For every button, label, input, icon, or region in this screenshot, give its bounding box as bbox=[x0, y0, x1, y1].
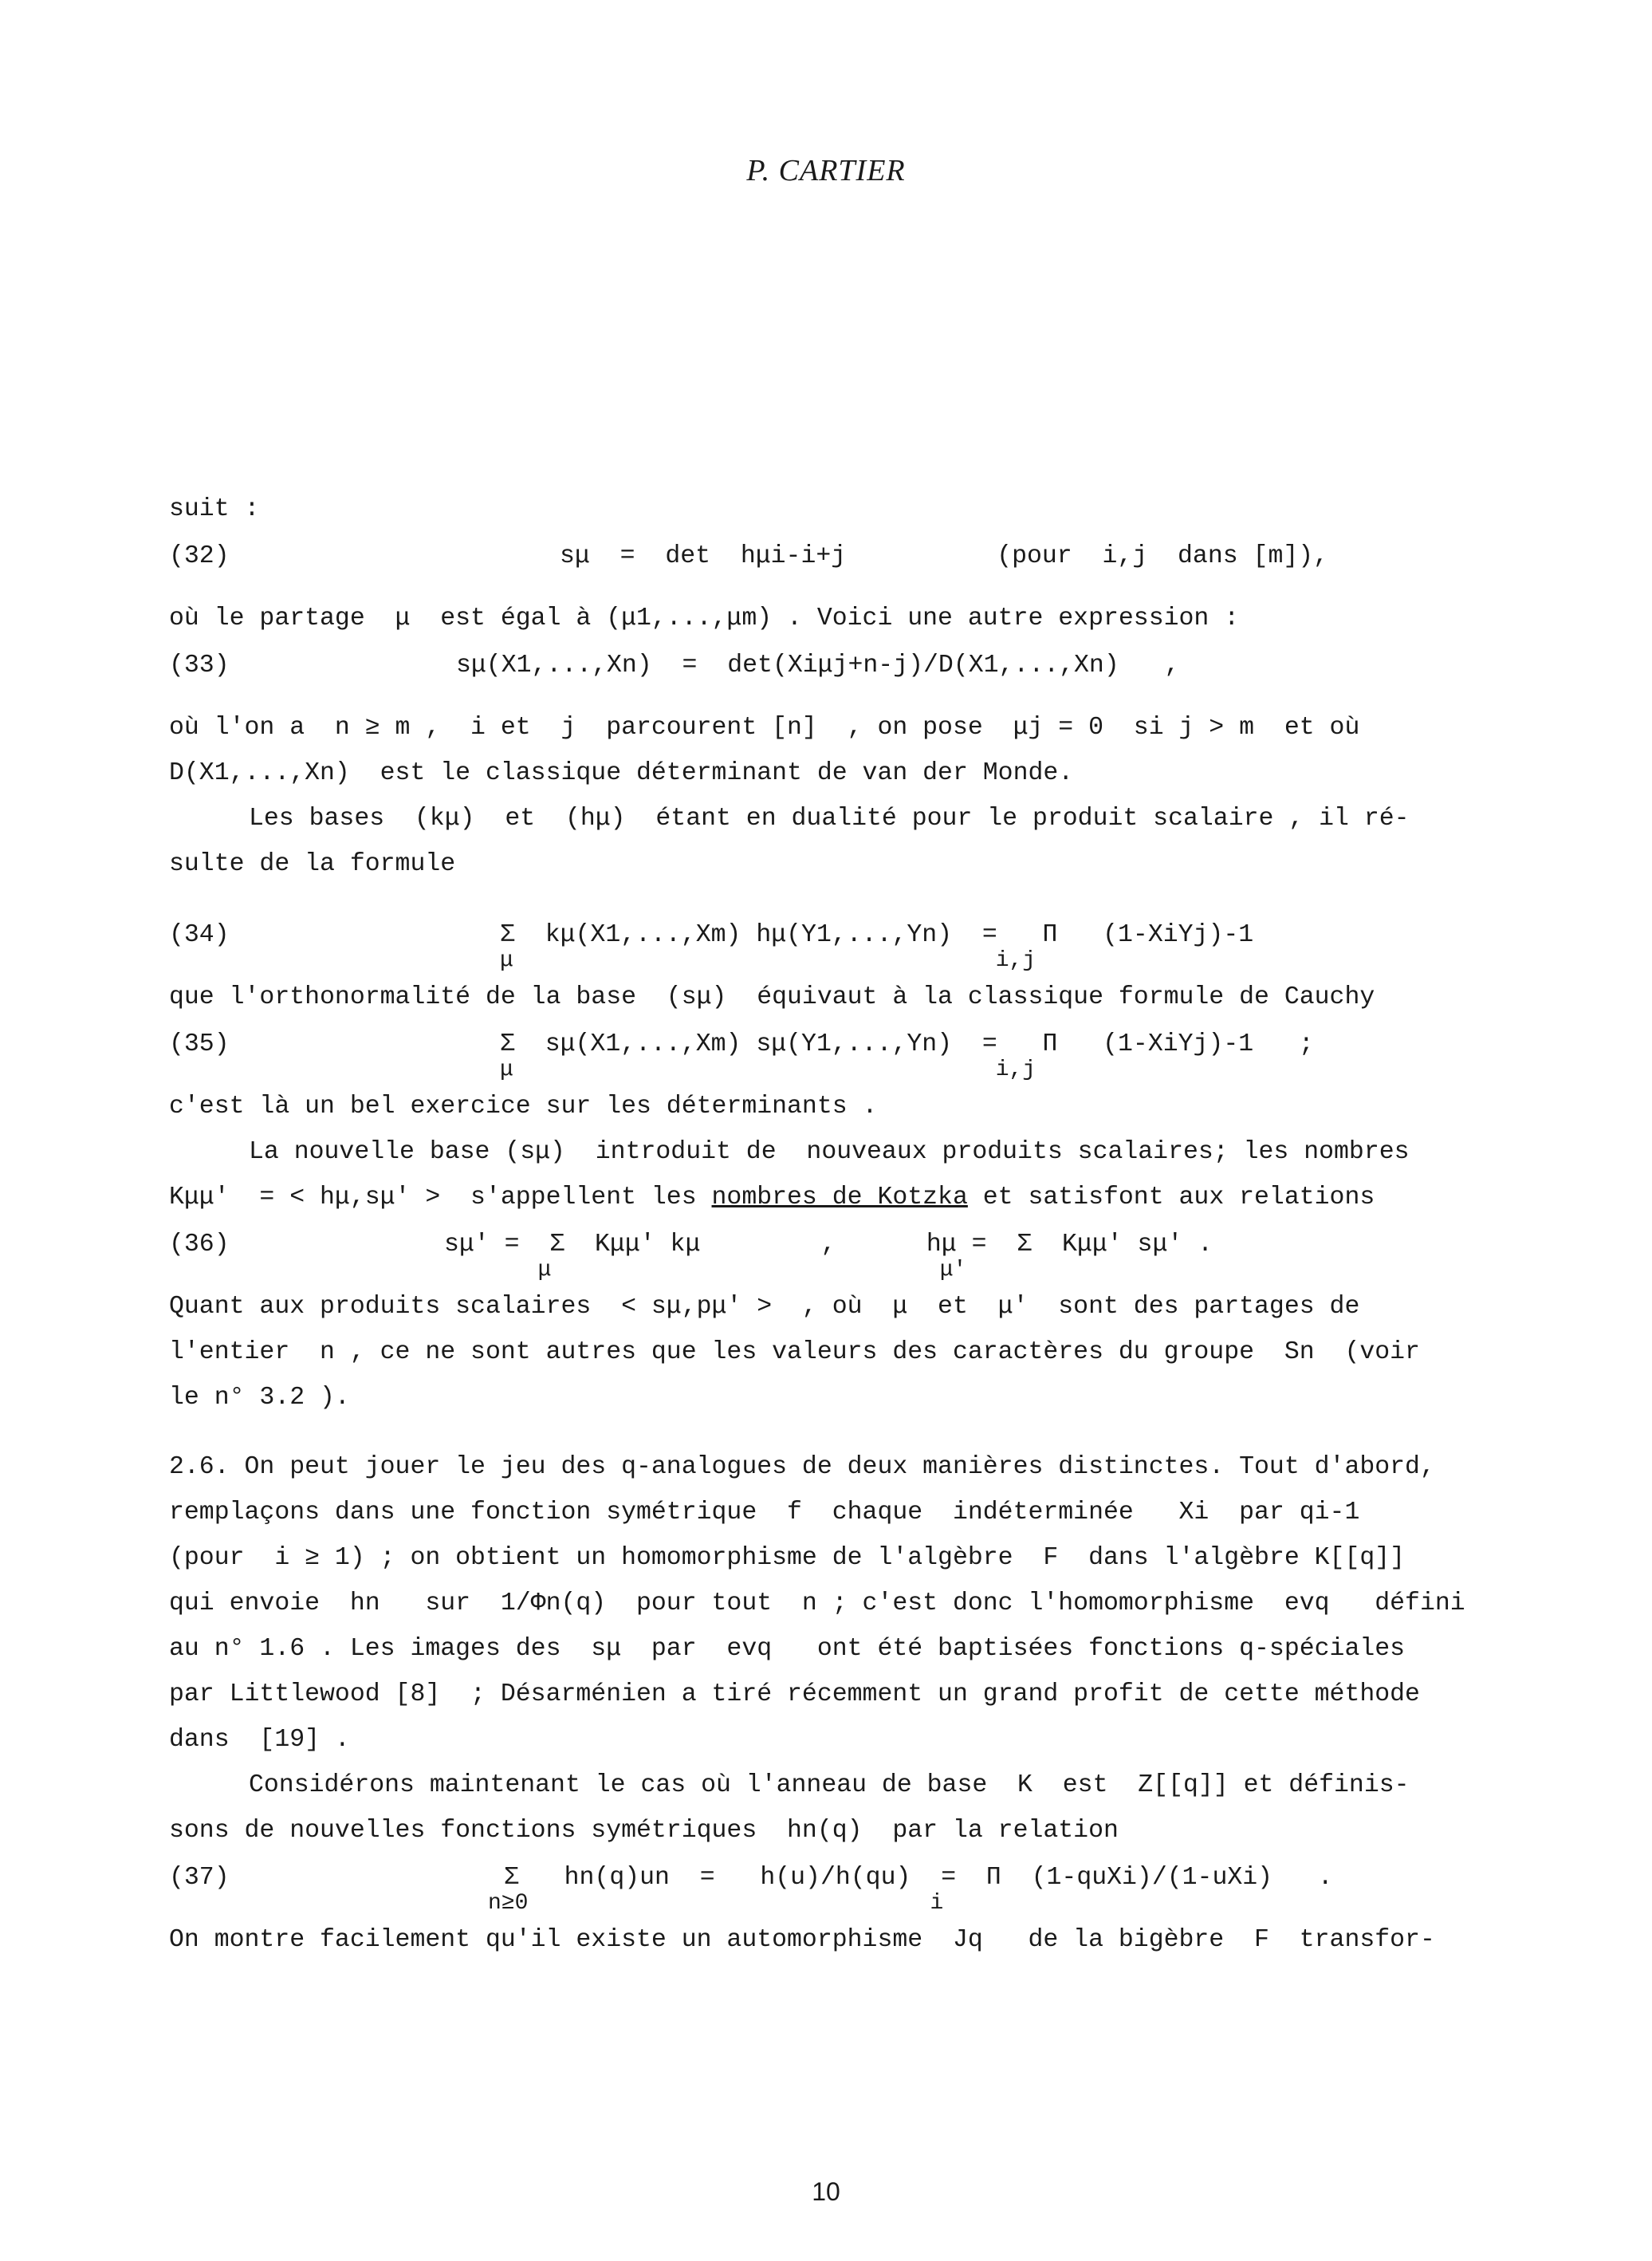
text-line: sulte de la formule bbox=[169, 850, 456, 878]
text-line: La nouvelle base (sμ) introduit de nouveaux produits scalaires; les nombres bbox=[249, 1138, 1410, 1166]
text-line: sons de nouvelles fonctions symétriques hn(q) par la relation bbox=[169, 1817, 1119, 1845]
equation-expression: sμ(X1,...,Xn) = det(Xiμj+n-j)/D(X1,...,Xn) , bbox=[456, 652, 1180, 679]
text-line: où le partage μ est égal à (μ1,...,μm) . Voici une autre expression : bbox=[169, 605, 1240, 632]
equation-expression: Σ hn(q)un = h(u)/h(qu) = Π (1-quXi)/(1-uXi) . bbox=[504, 1864, 1333, 1892]
text-line: où l'on a n ≥ m , i et j parcourent [n] , on pose μj = 0 si j > m et où bbox=[169, 714, 1360, 742]
page-body bbox=[169, 486, 1477, 1963]
text-line: par Littlewood [8] ; Désarménien a tiré récemment un grand profit de cette méthode bbox=[169, 1680, 1420, 1708]
equation-33 bbox=[169, 641, 1477, 705]
text-line: le n° 3.2 ). bbox=[169, 1384, 350, 1412]
text-line: Considérons maintenant le cas où l'anneau de base K est Z[[q]] et définis- bbox=[249, 1771, 1410, 1799]
equation-number: (33) bbox=[169, 652, 230, 679]
text-line: dans [19] . bbox=[169, 1726, 350, 1754]
equation-number: (34) bbox=[169, 921, 230, 949]
text-line bbox=[169, 1175, 1477, 1220]
equation-expression: sμ = det hμi-i+j (pour i,j dans [m]), bbox=[560, 542, 1329, 570]
text-line: qui envoie hn sur 1/Φn(q) pour tout n ; c'est donc l'homomorphisme evq défini bbox=[169, 1589, 1465, 1617]
text-line: l'entier n , ce ne sont autres que les valeurs des caractères du groupe Sn (voir bbox=[169, 1338, 1420, 1366]
equation-35 bbox=[169, 1020, 1477, 1084]
running-header: P. CARTIER bbox=[746, 154, 906, 187]
equation-expression: Σ sμ(X1,...,Xm) sμ(Y1,...,Yn) = Π (1-XiYj)-1 ; bbox=[500, 1030, 1314, 1058]
equation-expression: sμ' = Σ Kμμ' kμ , hμ = Σ Kμμ' sμ' . bbox=[444, 1231, 1213, 1259]
equation-subscripts: μ i,j bbox=[500, 948, 1036, 973]
equation-number: (36) bbox=[169, 1231, 230, 1259]
page-number: 10 bbox=[812, 2177, 840, 2206]
text-line: au n° 1.6 . Les images des sμ par evq ont été baptisées fonctions q-spéciales bbox=[169, 1635, 1406, 1663]
equation-number: (35) bbox=[169, 1030, 230, 1058]
text-line: c'est là un bel exercice sur les déterminants . bbox=[169, 1093, 878, 1121]
text-span: Kμμ' = < hμ,sμ' > s'appellent les bbox=[169, 1184, 712, 1211]
text-line: remplaçons dans une fonction symétrique f chaque indéterminée Xi par qi-1 bbox=[169, 1499, 1360, 1526]
equation-32 bbox=[169, 532, 1477, 596]
text-line: On montre facilement qu'il existe un automorphisme Jq de la bigèbre F transfor- bbox=[169, 1926, 1435, 1954]
equation-subscripts: n≥0 i bbox=[488, 1891, 944, 1916]
text-line: (pour i ≥ 1) ; on obtient un homomorphisme de l'algèbre F dans l'algèbre K[[q]] bbox=[169, 1544, 1406, 1572]
equation-36 bbox=[169, 1220, 1477, 1284]
equation-number: (32) bbox=[169, 542, 230, 570]
text-line: Les bases (kμ) et (hμ) étant en dualité pour le produit scalaire , il ré- bbox=[249, 805, 1410, 833]
equation-37 bbox=[169, 1853, 1477, 1917]
text-line: 2.6. On peut jouer le jeu des q-analogues de deux manières distinctes. Tout d'abord, bbox=[169, 1453, 1435, 1481]
text-line: Quant aux produits scalaires < sμ,pμ' > , où μ et μ' sont des partages de bbox=[169, 1293, 1360, 1321]
equation-34 bbox=[169, 911, 1477, 975]
equation-subscripts: μ i,j bbox=[500, 1058, 1036, 1082]
text-line: que l'orthonormalité de la base (sμ) équivaut à la classique formule de Cauchy bbox=[169, 983, 1375, 1011]
equation-number: (37) bbox=[169, 1864, 230, 1892]
text-line: D(X1,...,Xn) est le classique déterminant de van der Monde. bbox=[169, 759, 1074, 787]
text-line: suit : bbox=[169, 495, 260, 523]
equation-expression: Σ kμ(X1,...,Xm) hμ(Y1,...,Yn) = Π (1-XiYj)-1 bbox=[500, 921, 1254, 949]
text-span: et satisfont aux relations bbox=[967, 1184, 1375, 1211]
equation-subscripts: μ μ' bbox=[444, 1258, 967, 1282]
underlined-term: nombres de Kotzka bbox=[711, 1184, 968, 1211]
